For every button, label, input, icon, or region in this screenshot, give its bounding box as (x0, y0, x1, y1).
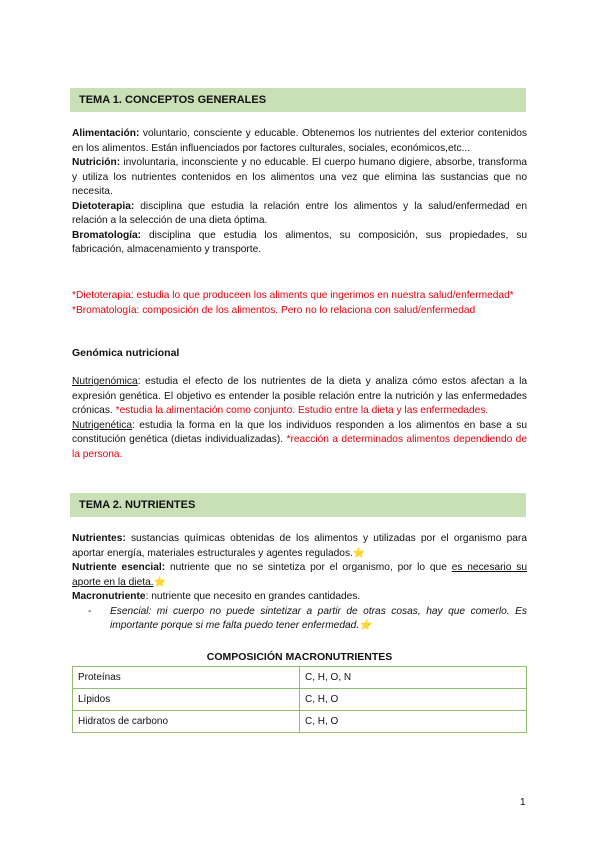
term-nutriente-esencial: Nutriente esencial: (72, 562, 166, 573)
genomica-block (72, 375, 527, 462)
table-row (73, 689, 527, 711)
section-heading-tema-1: TEMA 1. CONCEPTOS GENERALES (70, 88, 526, 112)
table-cell: Lípidos (73, 689, 300, 711)
table-cell: C, H, O, N (300, 667, 527, 689)
term-macronutriente: Macronutriente (72, 591, 146, 602)
definition-nutrigenomica: Nutrigenómica: estudia el efecto de los nutrientes de la dieta y analiza cómo estos afectan a la expresión genética. El objetivo es entender la posible relación entre la nutrición y las enfermedades crónicas. *estudia la alimentación como conjunto. Estudio entre la dieta y las enfermedades. (72, 376, 527, 416)
term-nutrigenomica: Nutrigenómica (72, 376, 138, 387)
definitions-block (72, 127, 527, 258)
notes-block (72, 289, 527, 318)
bullet-dash: - (88, 605, 92, 617)
note-dietoterapia: *Dietoterapia: estudia lo que produceen los aliments que ingerimos en nuestra salud/enfermedad* (72, 290, 514, 301)
definition-alimentacion: Alimentación: voluntario, consciente y educable. Obtenemos los nutrientes del exterior contenidos en los alimentos. Están influenciados por factores culturales, sociales, económicos,etc... (72, 128, 527, 154)
table-cell: Proteínas (73, 667, 300, 689)
nutrientes-block (72, 532, 527, 634)
term-nutrigenetica: Nutrigenética (72, 419, 133, 431)
table-title: COMPOSICIÓN MACRONUTRIENTES (206, 651, 393, 663)
star-icon: ⭐ (359, 620, 372, 631)
definition-nutriente-esencial: Nutriente esencial: nutriente que no se sintetiza por el organismo, por lo que es necesario su aporte en la dieta.⭐ (72, 562, 528, 588)
term-alimentacion: Alimentación: (72, 128, 140, 139)
macronutrient-table (72, 666, 527, 733)
term-nutrientes: Nutrientes: (72, 533, 126, 544)
section-heading-tema-2: TEMA 2. NUTRIENTES (70, 493, 526, 517)
table-cell: C, H, O (300, 689, 527, 711)
table-row (73, 667, 527, 689)
note-nutrigenetica: *reacción a determinados alimentos dependiendo de la persona. (72, 434, 527, 460)
star-icon: ⭐ (153, 576, 167, 588)
term-dietoterapia: Dietoterapia: (72, 200, 135, 212)
definition-nutricion: Nutrición: involuntaria, inconsciente y no educable. El cuerpo humano digiere, absorbe, transforma y utiliza los nutrientes contenidos en los alimentos una vez que elimina las sustancias que no necesita. (72, 157, 527, 197)
table-cell: C, H, O (300, 711, 527, 733)
page-number: 1 (520, 797, 526, 808)
note-nutrigenomica: *estudia la alimentación como conjunto. Estudio entre la dieta y las enfermedades. (115, 405, 489, 416)
definition-nutrientes: Nutrientes: sustancias químicas obtenidas de los alimentos y utilizadas por el organismo para aportar energía, materiales estructurales y agentes regulados.⭐ (72, 533, 527, 559)
definition-macronutriente: Macronutriente: nutriente que necesito en grandes cantidades. (72, 591, 361, 602)
bullet-esencial: - Esencial: mi cuerpo no puede sintetizar a partir de otras cosas, hay que comerlo. Es importante porque si me falta puedo tener enfermedad.⭐ (88, 605, 527, 631)
definition-dietoterapia: Dietoterapia: disciplina que estudia la relación entre los alimentos y la salud/enfermedad en relación a la selección de una dieta óptima. (72, 200, 527, 226)
table-cell: Hidratos de carbono (73, 711, 300, 733)
table-row (73, 711, 527, 733)
underlined-phrase: es necesario su aporte en la dieta. (72, 562, 528, 588)
star-icon: ⭐ (352, 547, 366, 559)
note-bromatologia: *Bromatología: composición de los alimentos. Pero no lo relaciona con salud/enfermedad (72, 304, 476, 316)
definition-nutrigenetica: Nutrigenética: estudia la forma en la que los individuos responden a los alimentos en base a su constitución genética (dietas individualizadas). *reacción a determinados alimentos dependiendo de la persona. (72, 419, 527, 460)
definition-bromatologia: Bromatología: disciplina que estudia los alimentos, su composición, sus propiedades, su fabricación, almacenamiento y transporte. (72, 229, 527, 255)
term-nutricion: Nutrición: (72, 157, 121, 168)
term-bromatologia: Bromatología: (72, 229, 142, 241)
genomica-heading: Genómica nutricional (72, 347, 180, 359)
